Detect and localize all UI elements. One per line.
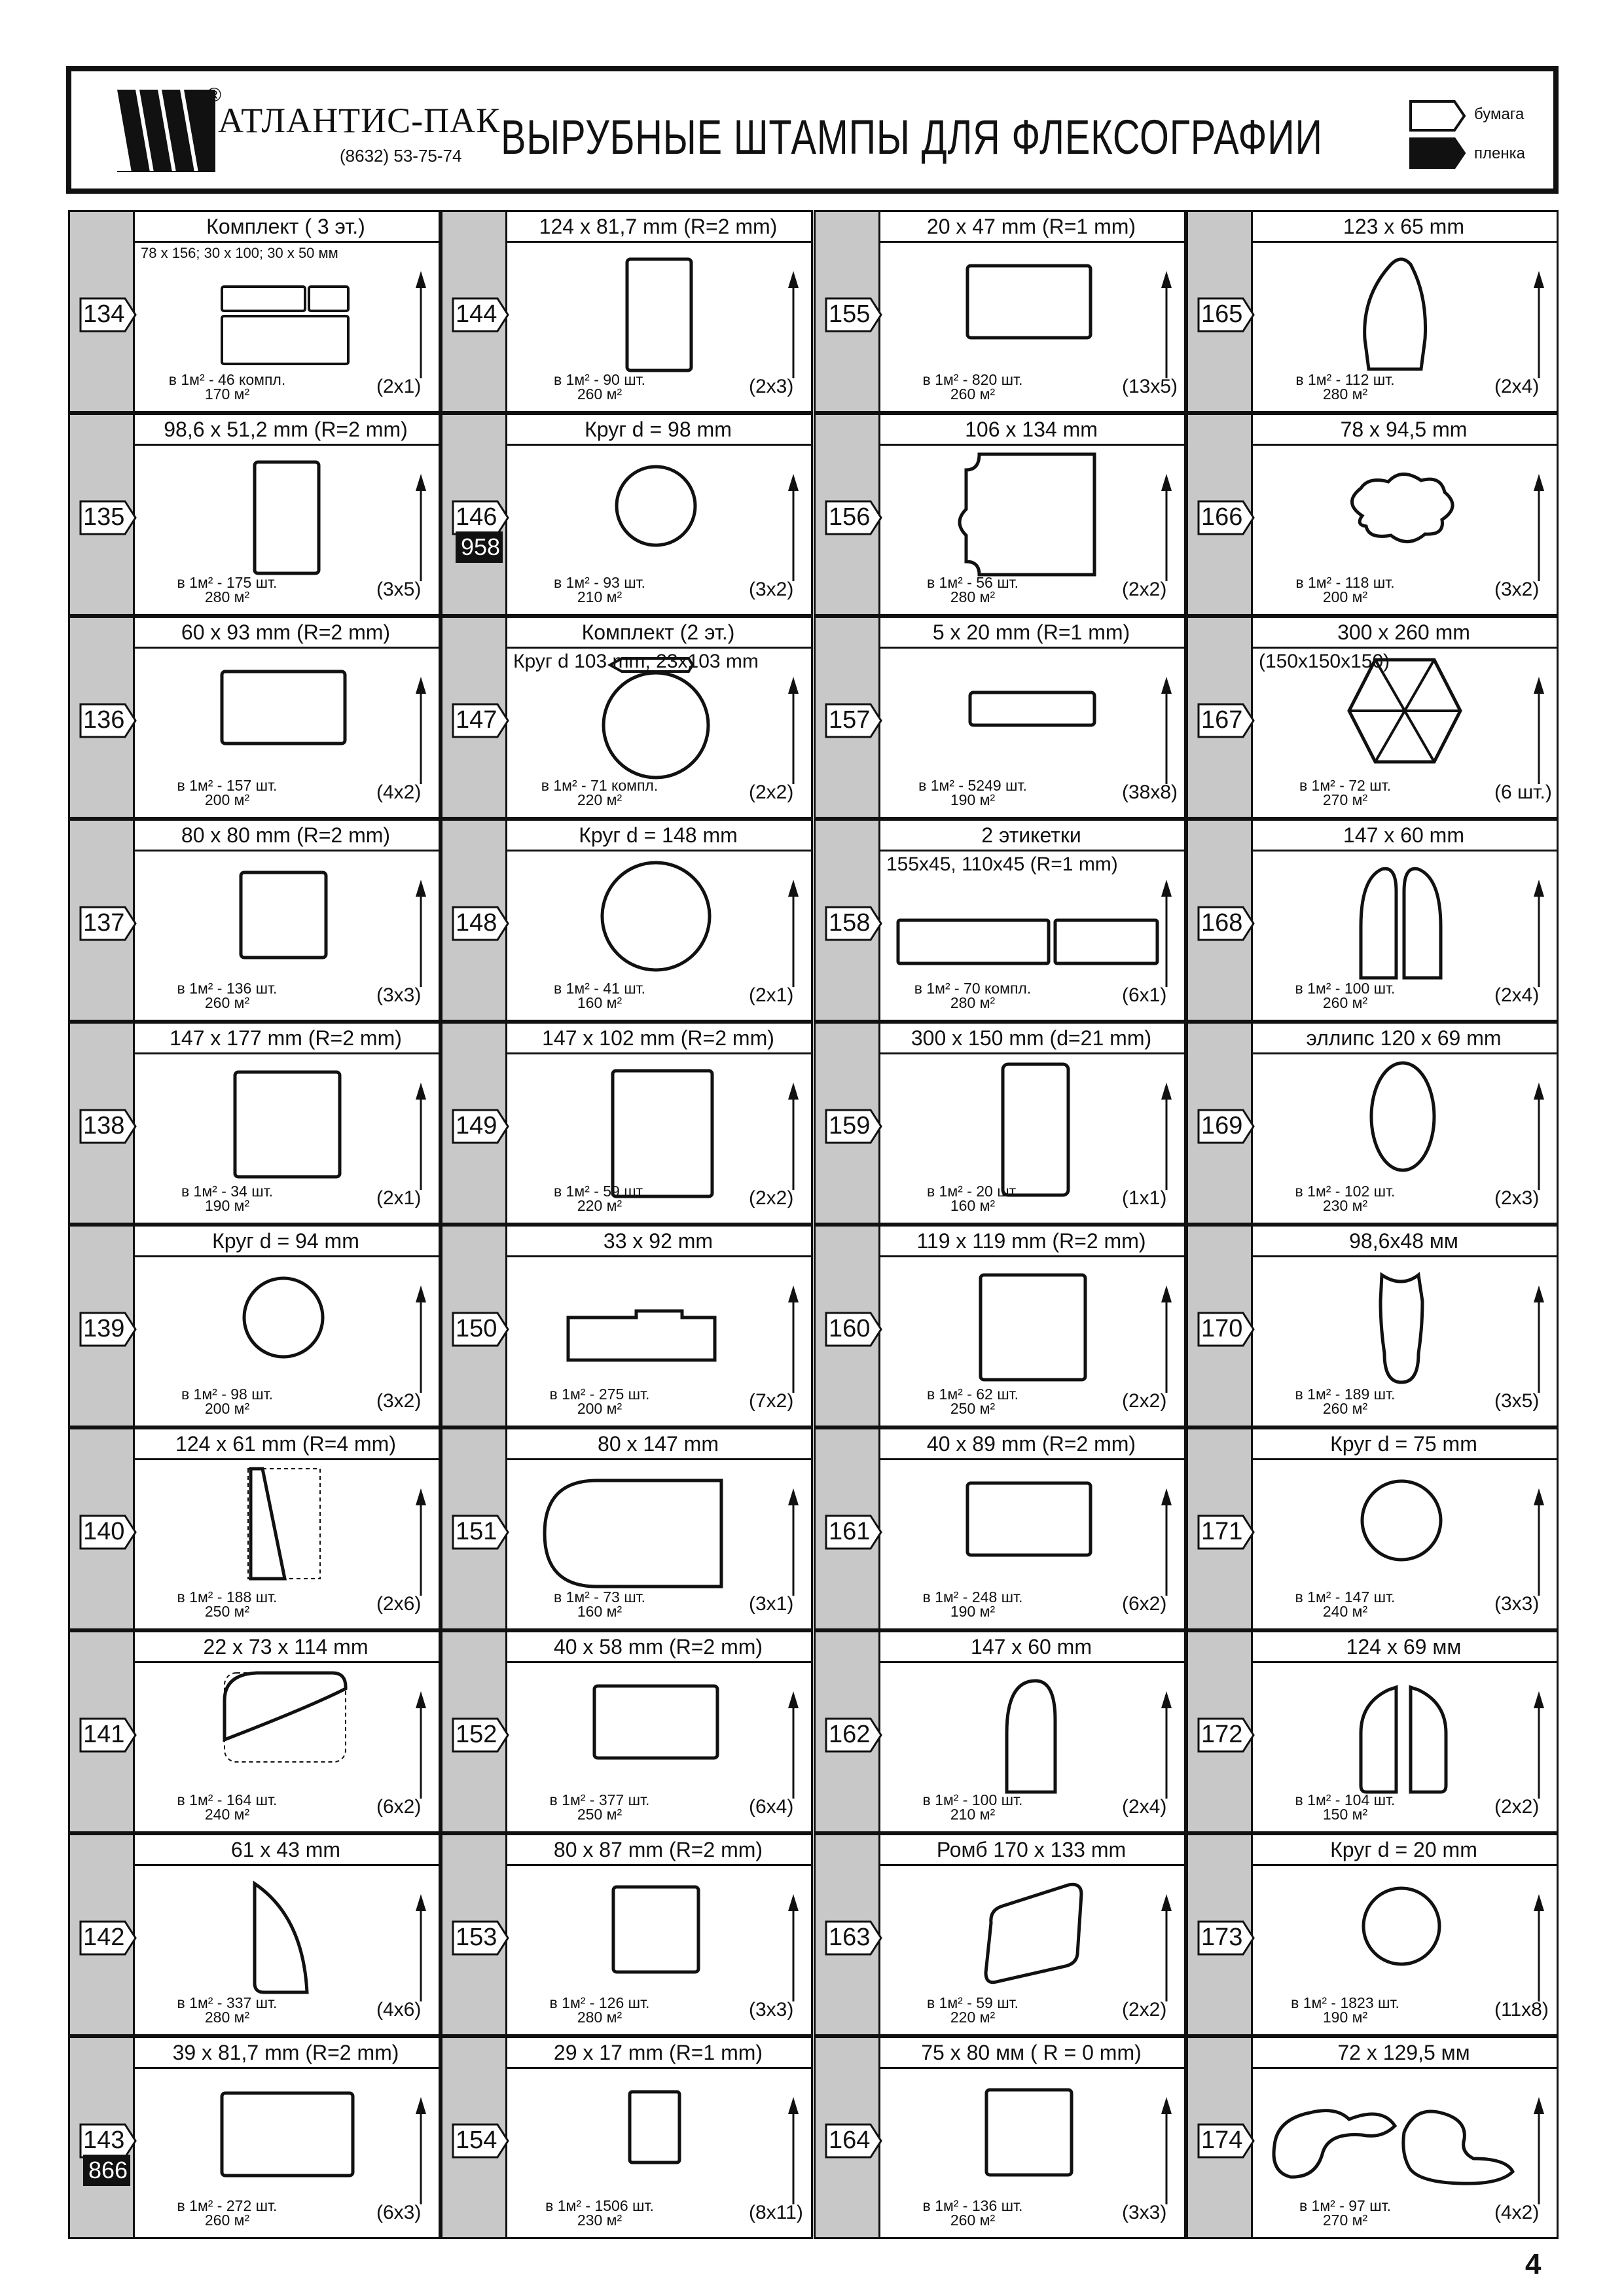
paper-legend-label: бумага <box>1474 105 1525 123</box>
feed-arrow-icon <box>1161 1285 1172 1302</box>
layout-arrangement: (11x8) <box>1494 1999 1549 2020</box>
die-number: 144 <box>456 300 497 328</box>
die-cell-148 <box>441 819 813 1022</box>
die-number: 160 <box>829 1315 871 1342</box>
die-number: 146 <box>456 503 497 531</box>
feed-arrow-icon <box>788 880 799 897</box>
roll-area: 210 м² <box>950 1806 996 1823</box>
die-number: 143 <box>83 2126 125 2154</box>
die-title: Круг d = 75 mm <box>1251 1429 1557 1460</box>
yield-per-m2: в 1м² - 147 шт. <box>1295 1588 1396 1605</box>
die-title: 29 x 17 mm (R=1 mm) <box>505 2038 811 2069</box>
die-cell-160 <box>814 1225 1186 1427</box>
layout-arrangement: (1x1) <box>1122 1187 1167 1209</box>
roll-area: 280 м² <box>204 2009 250 2026</box>
roll-area: 200 м² <box>204 791 250 808</box>
die-title: 33 x 92 mm <box>505 1227 811 1257</box>
die-cell-163 <box>814 1833 1186 2036</box>
feed-arrow-icon <box>788 1488 799 1505</box>
feed-arrow-icon <box>416 1083 426 1100</box>
roll-area: 160 м² <box>577 1603 623 1620</box>
feed-arrow-icon <box>1534 2097 1544 2114</box>
feed-arrow-icon <box>416 1285 426 1302</box>
die-title: 147 x 177 mm (R=2 mm) <box>133 1024 439 1054</box>
die-title: эллипс 120 x 69 mm <box>1251 1024 1557 1054</box>
layout-arrangement: (3x5) <box>376 579 422 600</box>
feed-arrow-icon <box>1534 1894 1544 1911</box>
yield-per-m2: в 1м² - 118 шт. <box>1295 574 1395 591</box>
feed-arrow-icon <box>416 474 426 491</box>
layout-arrangement: (3x2) <box>376 1390 422 1412</box>
registered-mark: ® <box>207 84 222 106</box>
yield-per-m2: в 1м² - 72 шт. <box>1299 777 1392 794</box>
layout-arrangement: (2x2) <box>1122 1999 1167 2020</box>
yield-per-m2: в 1м² - 164 шт. <box>177 1791 278 1808</box>
die-number: 148 <box>456 909 497 937</box>
page-header <box>66 66 1559 194</box>
roll-area: 210 м² <box>577 588 623 605</box>
die-cell-152 <box>441 1630 813 1833</box>
roll-area: 200 м² <box>577 1400 623 1417</box>
die-title: 147 x 60 mm <box>878 1632 1184 1663</box>
feed-arrow-icon <box>1534 677 1544 694</box>
yield-per-m2: в 1м² - 70 компл. <box>914 980 1032 997</box>
die-title: 78 x 94,5 mm <box>1251 415 1557 446</box>
feed-arrow-icon <box>788 271 799 288</box>
die-title: Круг d = 148 mm <box>505 821 811 852</box>
yield-per-m2: в 1м² - 248 шт. <box>922 1588 1023 1605</box>
die-number: 158 <box>829 909 871 937</box>
die-cell-137 <box>68 819 441 1022</box>
die-title: 124 x 81,7 mm (R=2 mm) <box>505 212 811 243</box>
layout-arrangement: (3x3) <box>1494 1593 1540 1615</box>
layout-arrangement: (6 шт.) <box>1494 781 1552 803</box>
layout-arrangement: (6x1) <box>1122 984 1167 1006</box>
die-number: 155 <box>829 300 871 328</box>
die-title: 300 x 150 mm (d=21 mm) <box>878 1024 1184 1054</box>
layout-arrangement: (8x11) <box>749 2202 803 2223</box>
die-number: 163 <box>829 1924 871 1951</box>
die-cell-154 <box>441 2036 813 2239</box>
roll-area: 190 м² <box>204 1197 250 1214</box>
die-number: 149 <box>456 1112 497 1139</box>
die-title: 60 x 93 mm (R=2 mm) <box>133 618 439 649</box>
die-cell-135 <box>68 413 441 616</box>
yield-per-m2: в 1м² - 275 шт. <box>549 1386 650 1403</box>
die-number: 171 <box>1201 1518 1243 1545</box>
feed-arrow-icon <box>788 474 799 491</box>
roll-area: 220 м² <box>950 2009 996 2026</box>
feed-arrow-icon <box>788 1691 799 1708</box>
die-cell-147 <box>441 616 813 819</box>
die-cell-166 <box>1186 413 1559 616</box>
roll-area: 200 м² <box>1322 588 1368 605</box>
feed-arrow-icon <box>1534 1488 1544 1505</box>
layout-arrangement: (3x5) <box>1494 1390 1540 1412</box>
die-cell-138 <box>68 1022 441 1225</box>
die-number-film: 866 <box>83 2155 130 2186</box>
die-title: 106 x 134 mm <box>878 415 1184 446</box>
roll-area: 250 м² <box>577 1806 623 1823</box>
die-cell-156 <box>814 413 1186 616</box>
roll-area: 190 м² <box>950 1603 996 1620</box>
layout-arrangement: (6x3) <box>376 2202 422 2223</box>
roll-area: 170 м² <box>204 386 250 403</box>
die-title: 2 этикетки <box>878 821 1184 852</box>
die-title: 300 x 260 mm <box>1251 618 1557 649</box>
roll-area: 160 м² <box>577 994 623 1011</box>
die-cell-159 <box>814 1022 1186 1225</box>
layout-arrangement: (13x5) <box>1122 376 1178 397</box>
page-title: ВЫРУБНЫЕ ШТАМПЫ ДЛЯ ФЛЕКСОГРАФИИ <box>501 110 1323 164</box>
yield-per-m2: в 1м² - 175 шт. <box>177 574 278 591</box>
feed-arrow-icon <box>1161 271 1172 288</box>
die-title: Круг d = 98 mm <box>505 415 811 446</box>
yield-per-m2: в 1м² - 337 шт. <box>177 1994 278 2011</box>
yield-per-m2: в 1м² - 102 шт. <box>1295 1183 1396 1200</box>
die-cell-172 <box>1186 1630 1559 1833</box>
yield-per-m2: в 1м² - 46 компл. <box>168 371 286 388</box>
die-cell-157 <box>814 616 1186 819</box>
feed-arrow-icon <box>1534 474 1544 491</box>
feed-arrow-icon <box>416 271 426 288</box>
die-number: 164 <box>829 2126 871 2154</box>
feed-arrow-icon <box>1161 1488 1172 1505</box>
yield-per-m2: в 1м² - 62 шт. <box>926 1386 1019 1403</box>
die-title: 80 x 87 mm (R=2 mm) <box>505 1835 811 1866</box>
yield-per-m2: в 1м² - 93 шт. <box>553 574 646 591</box>
die-number: 150 <box>456 1315 497 1342</box>
die-title: 124 x 69 мм <box>1251 1632 1557 1663</box>
yield-per-m2: в 1м² - 1506 шт. <box>545 2197 654 2214</box>
brand-name: АТЛАНТИС-ПАК <box>218 101 501 140</box>
roll-area: 230 м² <box>577 2212 623 2229</box>
layout-arrangement: (2x4) <box>1122 1796 1167 1818</box>
layout-arrangement: (3x2) <box>1494 579 1540 600</box>
die-title: 80 x 80 mm (R=2 mm) <box>133 821 439 852</box>
die-cell-174 <box>1186 2036 1559 2239</box>
layout-arrangement: (38x8) <box>1122 781 1178 803</box>
layout-arrangement: (2x2) <box>1494 1796 1540 1818</box>
yield-per-m2: в 1м² - 377 шт. <box>549 1791 650 1808</box>
die-number: 136 <box>83 706 125 734</box>
roll-area: 280 м² <box>950 994 996 1011</box>
roll-area: 270 м² <box>1322 2212 1368 2229</box>
die-subtitle: (150x150x150) <box>1259 651 1390 672</box>
film-legend-label: пленка <box>1474 145 1525 162</box>
die-title: 98,6 x 51,2 mm (R=2 mm) <box>133 415 439 446</box>
die-title: 147 x 102 mm (R=2 mm) <box>505 1024 811 1054</box>
feed-arrow-icon <box>788 1894 799 1911</box>
die-number: 165 <box>1201 300 1243 328</box>
roll-area: 260 м² <box>204 2212 250 2229</box>
feed-arrow-icon <box>1534 1285 1544 1302</box>
feed-arrow-icon <box>416 677 426 694</box>
feed-arrow-icon <box>1534 1691 1544 1708</box>
feed-arrow-icon <box>1534 1083 1544 1100</box>
layout-arrangement: (3x3) <box>749 1999 794 2020</box>
layout-arrangement: (7x2) <box>749 1390 794 1412</box>
die-cell-170 <box>1186 1225 1559 1427</box>
roll-area: 250 м² <box>950 1400 996 1417</box>
die-cell-162 <box>814 1630 1186 1833</box>
die-cell-150 <box>441 1225 813 1427</box>
roll-area: 280 м² <box>204 588 250 605</box>
layout-arrangement: (4x2) <box>376 781 422 803</box>
die-title: 22 x 73 x 114 mm <box>133 1632 439 1663</box>
die-number: 147 <box>456 706 497 734</box>
yield-per-m2: в 1м² - 104 шт. <box>1295 1791 1396 1808</box>
feed-arrow-icon <box>788 677 799 694</box>
die-subtitle: Круг d 103 mm; 23x103 mm <box>513 651 759 672</box>
die-title: Комплект (2 эт.) <box>505 618 811 649</box>
layout-arrangement: (2x3) <box>1494 1187 1540 1209</box>
roll-area: 280 м² <box>1322 386 1368 403</box>
die-title: Комплект ( 3 эт.) <box>133 212 439 243</box>
die-number: 140 <box>83 1518 125 1545</box>
roll-area: 250 м² <box>204 1603 250 1620</box>
feed-arrow-icon <box>1161 1083 1172 1100</box>
feed-arrow-icon <box>416 880 426 897</box>
die-number: 166 <box>1201 503 1243 531</box>
yield-per-m2: в 1м² - 820 шт. <box>922 371 1023 388</box>
die-number: 161 <box>829 1518 871 1545</box>
die-cell-144 <box>441 210 813 413</box>
yield-per-m2: в 1м² - 59 шт. <box>926 1994 1019 2011</box>
die-number: 138 <box>83 1112 125 1139</box>
feed-arrow-icon <box>1161 2097 1172 2114</box>
roll-area: 260 м² <box>950 2212 996 2229</box>
layout-arrangement: (2x4) <box>1494 984 1540 1006</box>
die-number: 137 <box>83 909 125 937</box>
die-title: 40 x 58 mm (R=2 mm) <box>505 1632 811 1663</box>
die-number: 167 <box>1201 706 1243 734</box>
layout-arrangement: (6x4) <box>749 1796 794 1818</box>
die-cell-136 <box>68 616 441 819</box>
die-title: 72 x 129,5 мм <box>1251 2038 1557 2069</box>
phone-number: (8632) 53-75-74 <box>340 146 462 166</box>
yield-per-m2: в 1м² - 90 шт. <box>553 371 646 388</box>
roll-area: 260 м² <box>1322 994 1368 1011</box>
yield-per-m2: в 1м² - 97 шт. <box>1299 2197 1392 2214</box>
layout-arrangement: (2x1) <box>376 376 422 397</box>
roll-area: 220 м² <box>577 791 623 808</box>
die-title: 98,6x48 мм <box>1251 1227 1557 1257</box>
die-number: 157 <box>829 706 871 734</box>
roll-area: 280 м² <box>950 588 996 605</box>
die-number: 173 <box>1201 1924 1243 1951</box>
yield-per-m2: в 1м² - 59 шт. <box>553 1183 646 1200</box>
roll-area: 260 м² <box>204 994 250 1011</box>
die-cell-139 <box>68 1225 441 1427</box>
die-cell-165 <box>1186 210 1559 413</box>
die-cell-151 <box>441 1427 813 1630</box>
feed-arrow-icon <box>416 2097 426 2114</box>
die-title: 20 x 47 mm (R=1 mm) <box>878 212 1184 243</box>
die-cell-168 <box>1186 819 1559 1022</box>
roll-area: 240 м² <box>1322 1603 1368 1620</box>
yield-per-m2: в 1м² - 5249 шт. <box>918 777 1027 794</box>
layout-arrangement: (2x2) <box>1122 1390 1167 1412</box>
die-subtitle: 78 x 156; 30 x 100; 30 x 50 мм <box>141 245 338 261</box>
feed-arrow-icon <box>1534 271 1544 288</box>
layout-arrangement: (6x2) <box>1122 1593 1167 1615</box>
layout-arrangement: (3x2) <box>749 579 794 600</box>
roll-area: 260 м² <box>950 386 996 403</box>
die-number: 168 <box>1201 909 1243 937</box>
die-cell-167 <box>1186 616 1559 819</box>
layout-arrangement: (2x4) <box>1494 376 1540 397</box>
die-number-film: 958 <box>456 531 503 563</box>
roll-area: 150 м² <box>1322 1806 1368 1823</box>
layout-arrangement: (2x2) <box>1122 579 1167 600</box>
yield-per-m2: в 1м² - 71 компл. <box>541 777 659 794</box>
feed-arrow-icon <box>1161 1894 1172 1911</box>
die-title: Круг d = 20 mm <box>1251 1835 1557 1866</box>
yield-per-m2: в 1м² - 272 шт. <box>177 2197 278 2214</box>
die-cell-149 <box>441 1022 813 1225</box>
feed-arrow-icon <box>1161 1691 1172 1708</box>
yield-per-m2: в 1м² - 73 шт. <box>553 1588 646 1605</box>
roll-area: 260 м² <box>1322 1400 1368 1417</box>
die-cell-134 <box>68 210 441 413</box>
layout-arrangement: (2x1) <box>376 1187 422 1209</box>
layout-arrangement: (3x1) <box>749 1593 794 1615</box>
film-legend-icon <box>1409 137 1466 170</box>
yield-per-m2: в 1м² - 41 шт. <box>553 980 646 997</box>
die-number: 134 <box>83 300 125 328</box>
yield-per-m2: в 1м² - 136 шт. <box>177 980 278 997</box>
layout-arrangement: (3x3) <box>376 984 422 1006</box>
die-number: 152 <box>456 1721 497 1748</box>
die-number: 172 <box>1201 1721 1243 1748</box>
roll-area: 160 м² <box>950 1197 996 1214</box>
roll-area: 190 м² <box>950 791 996 808</box>
yield-per-m2: в 1м² - 112 шт. <box>1295 371 1395 388</box>
feed-arrow-icon <box>416 1488 426 1505</box>
die-subtitle: 155x45, 110x45 (R=1 mm) <box>886 853 1118 875</box>
die-cell-155 <box>814 210 1186 413</box>
roll-area: 220 м² <box>577 1197 623 1214</box>
roll-area: 270 м² <box>1322 791 1368 808</box>
die-number: 162 <box>829 1721 871 1748</box>
yield-per-m2: в 1м² - 100 шт. <box>1295 980 1396 997</box>
roll-area: 260 м² <box>577 386 623 403</box>
yield-per-m2: в 1м² - 34 шт. <box>181 1183 274 1200</box>
layout-arrangement: (6x2) <box>376 1796 422 1818</box>
die-title: Круг d = 94 mm <box>133 1227 439 1257</box>
feed-arrow-icon <box>788 1285 799 1302</box>
die-cell-146 <box>441 413 813 616</box>
die-cell-171 <box>1186 1427 1559 1630</box>
layout-arrangement: (2x2) <box>749 1187 794 1209</box>
die-cell-169 <box>1186 1022 1559 1225</box>
yield-per-m2: в 1м² - 189 шт. <box>1295 1386 1396 1403</box>
yield-per-m2: в 1м² - 136 шт. <box>922 2197 1023 2214</box>
die-number: 170 <box>1201 1315 1243 1342</box>
layout-arrangement: (4x6) <box>376 1999 422 2020</box>
roll-area: 280 м² <box>577 2009 623 2026</box>
die-number: 154 <box>456 2126 497 2154</box>
die-cell-161 <box>814 1427 1186 1630</box>
die-title: 80 x 147 mm <box>505 1429 811 1460</box>
feed-arrow-icon <box>788 1083 799 1100</box>
paper-legend-icon <box>1409 99 1466 132</box>
yield-per-m2: в 1м² - 56 шт. <box>926 574 1019 591</box>
layout-arrangement: (2x3) <box>749 376 794 397</box>
feed-arrow-icon <box>788 2097 799 2114</box>
die-number: 159 <box>829 1112 871 1139</box>
feed-arrow-icon <box>1161 677 1172 694</box>
atlantis-pak-logo <box>117 90 215 172</box>
die-title: 124 x 61 mm (R=4 mm) <box>133 1429 439 1460</box>
die-number: 142 <box>83 1924 125 1951</box>
die-number: 151 <box>456 1518 497 1545</box>
layout-arrangement: (2x1) <box>749 984 794 1006</box>
die-title: 147 x 60 mm <box>1251 821 1557 852</box>
die-cell-158 <box>814 819 1186 1022</box>
layout-arrangement: (2x6) <box>376 1593 422 1615</box>
yield-per-m2: в 1м² - 126 шт. <box>549 1994 650 2011</box>
die-cell-173 <box>1186 1833 1559 2036</box>
layout-arrangement: (2x2) <box>749 781 794 803</box>
yield-per-m2: в 1м² - 100 шт. <box>922 1791 1023 1808</box>
die-title: 5 x 20 mm (R=1 mm) <box>878 618 1184 649</box>
die-cell-143 <box>68 2036 441 2239</box>
yield-per-m2: в 1м² - 98 шт. <box>181 1386 274 1403</box>
layout-arrangement: (3x3) <box>1122 2202 1167 2223</box>
feed-arrow-icon <box>416 1691 426 1708</box>
die-title: 39 x 81,7 mm (R=2 mm) <box>133 2038 439 2069</box>
die-title: 40 x 89 mm (R=2 mm) <box>878 1429 1184 1460</box>
page-number: 4 <box>1525 2248 1542 2280</box>
die-title: 75 x 80 мм ( R = 0 mm) <box>878 2038 1184 2069</box>
die-cell-164 <box>814 2036 1186 2239</box>
die-cell-140 <box>68 1427 441 1630</box>
layout-arrangement: (4x2) <box>1494 2202 1540 2223</box>
die-title: Ромб 170 x 133 mm <box>878 1835 1184 1866</box>
die-title: 119 x 119 mm (R=2 mm) <box>878 1227 1184 1257</box>
die-number: 139 <box>83 1315 125 1342</box>
feed-arrow-icon <box>1161 880 1172 897</box>
yield-per-m2: в 1м² - 157 шт. <box>177 777 278 794</box>
yield-per-m2: в 1м² - 188 шт. <box>177 1588 278 1605</box>
roll-area: 190 м² <box>1322 2009 1368 2026</box>
yield-per-m2: в 1м² - 1823 шт. <box>1291 1994 1399 2011</box>
roll-area: 230 м² <box>1322 1197 1368 1214</box>
die-cell-153 <box>441 1833 813 2036</box>
yield-per-m2: в 1м² - 20 шт. <box>926 1183 1019 1200</box>
feed-arrow-icon <box>416 1894 426 1911</box>
die-number: 174 <box>1201 2126 1243 2154</box>
die-title: 123 x 65 mm <box>1251 212 1557 243</box>
die-title: 61 x 43 mm <box>133 1835 439 1866</box>
feed-arrow-icon <box>1161 474 1172 491</box>
feed-arrow-icon <box>1534 880 1544 897</box>
die-number: 141 <box>83 1721 125 1748</box>
die-number: 135 <box>83 503 125 531</box>
die-number: 153 <box>456 1924 497 1951</box>
die-cell-142 <box>68 1833 441 2036</box>
die-cell-141 <box>68 1630 441 1833</box>
roll-area: 240 м² <box>204 1806 250 1823</box>
roll-area: 200 м² <box>204 1400 250 1417</box>
die-number: 169 <box>1201 1112 1243 1139</box>
die-number: 156 <box>829 503 871 531</box>
